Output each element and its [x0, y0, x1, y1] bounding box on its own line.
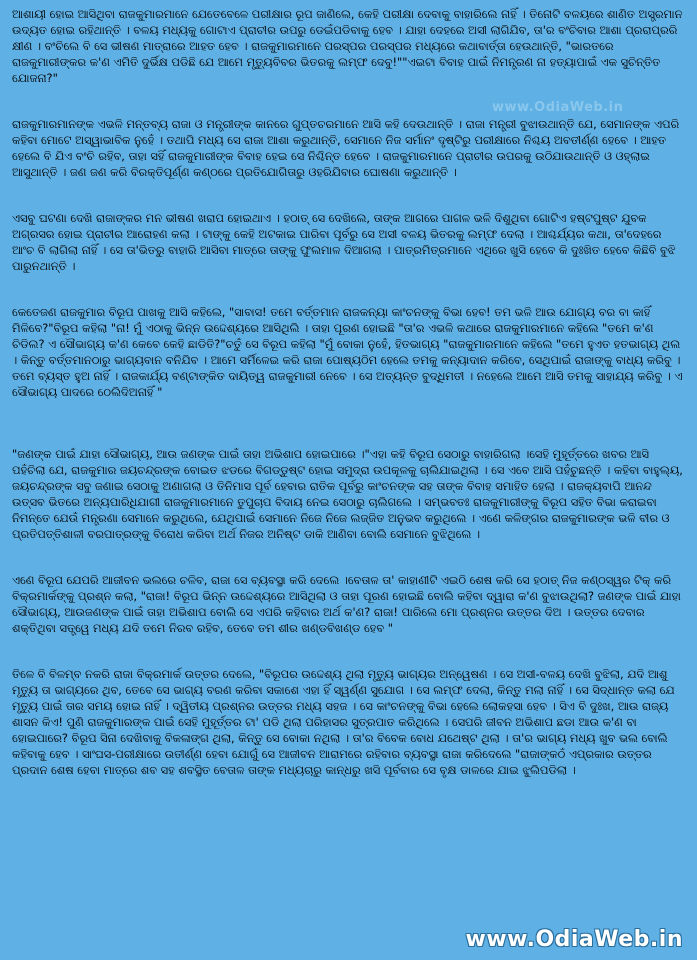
paragraph-gap	[12, 400, 685, 446]
paragraph-gap	[12, 180, 685, 210]
story-paragraph-5: "ଜଣଙ୍କ ପାଇଁ ଯାହା ସୌଭାଗ୍ୟ, ଆଉ ଜଣଙ୍କ ପାଇଁ ତାହା ଅଭିଶାପ ହୋଇପାରେ ।"ଏହା କହି ବିରୂପ ସେଠାରୁ ବାହାରିଗଲା ।ସେହି ମୁହୂର୍ତ୍ତରେ ଖବର ଆସି ପହଁଚିଲା ଯେ, ରାଜକୁମାର ଜୟଚନ୍ଦ୍ରଙ୍କ ବୋଇତ ଝଡରେ ବିଗଡ୍ଡୁଷ୍ଟ ହୋଇ ସମୁଦ୍ରା ଉପକୂଳକୁ ଚାଲିଯାଇଥିଲା । ସେ ଏବେ ଆସି ପହଁଚୁଛନ୍ତି । କହିବା ବାହୁଲ୍ୟ, ଜୟଚନ୍ଦ୍ରଙ୍କ ସବୁ ଜଣାଇ ସେଠାକୁ ଅଣାଗଲା ଓ ତିନିମାସ ପୂର୍ବ ହେବାର ରାତିକ ପୂର୍ବରୁ କାଂଚନଙ୍କ ସହ ତାଙ୍କ ବିବାହ ସମାହିତ ହେଲା । ରାଜକ୍ୟବାପି ଆନନ୍ଦ ଉତ୍ସବ ଭିତରେ ଅନ୍ୟପାରିଧିଯାଗୀ ରାଜକୁମାରମାନେ ତୁପୁଚାପ ବିଦାୟ ନେଇ ସେଠାରୁ ଚାଲିଗଲେ । ସମ୍ଭବତଃ ରାଜକୁମାରୀଙ୍କୁ ବିରୂପ ସହିତ ବିଭା କରାଇବା ନିମନ୍ତେ ଯେଉଁ ମନ୍ତ୍ରଣା ସେମାନେ କରୁଥିଲେ, ଯେଥିପାଇଁ ସେମାନେ ନିଜେ ନିଜେ ଲଜ୍ଜିତ ଅନୁଭବ କରୁଥିଲେ । ଏଣେ କଳିଙ୍ଗର ରାଜକୁମାରଙ୍କ ଭଳି ବୀର ଓ ପ୍ରତିପତ୍ତିଶାଳୀ ବରପାତ୍ରଙ୍କୁ ବିରୋଧ କରିବା ଅର୍ଥ ନିଜର ଅନିଷ୍ଟ ଡାକି ଆଣିବା ବୋଲି ସେମାନେ ବୁଝିଥିଲେ ।	[12, 447, 683, 541]
paragraph-gap	[12, 274, 685, 304]
story-paragraph-2: ରାଜକୁମାରମାନଙ୍କ ଏଭଳି ମନ୍ତବ୍ୟ ରାଜା ଓ ମନ୍ତ୍ରୀଙ୍କ କାନରେ ଗୁପ୍ତଚରମାନେ ଆସି କହି ଦେଉଥାନ୍ତି । ରାଜା ମନ୍ତ୍ରୀ ବୁଝାଉଥାନ୍ତି ଯେ, ସେମାନଙ୍କ ଏପରି କହିବା ମୋଟେ ଅସ୍ୱାଭାବିକ ନୁହେଁ । ତଥାପି ମଧ୍ୟ ସେ ରାଜା ଆଶା କରୁଥାନ୍ତି, ସେମାନେ ନିଜ ସର୍ମାନଂ ଦୃଷ୍ଟିରୁ ପରୀକ୍ଷାରେ ନିଶ୍ଚୟ ଅବତୀର୍ଣ୍ଣ ହେବେ । ଆହତ ହେଲେ ବି ଯିଏ ବଂଚି ରହିବ, ତାହା ସହିଁ ରାଜକୁମାରୀଙ୍କ ବିବାହ ହେଇ ସେ ନିଶ୍ଚିନ୍ତ ହେବେ । ରାଜକୁମାରମାନେ ପ୍ରାଚୀର ଉପରକୁ ଉଠିଯାଉଥାନ୍ତି ଓ ଓହ୍ଲାଇ ଆସୁଥାନ୍ତି । ଜଣ ଜଣ କରି ବିରକ୍ତିପୂର୍ଣ୍ଣ କଣ୍ଠରେ ପ୍ରତିଯୋଗିତାରୁ ଓହରିଯିବାର ଘୋଷଣା କରୁଥାନ୍ତି ।	[12, 117, 680, 179]
story-paragraph-4: କେତେଜଣ ରାଜକୁମାର ବିରୂପ ପାଖକୁ ଆସି କହିଲେ, "ସାବାସ! ତମେ ବର୍ତ୍ତମାନ ରାଜକନ୍ୟା କାଂଚନଙ୍କୁ ବିଭା ହେବ! ତମ ଭଳି ଆଉ ଯୋଗ୍ୟ ବର ବା କାହିଁ ମିଳିବେ?"ବିରୂପ କହିଲା "ନା! ମୁଁ ଏଠାକୁ ଭିନ୍ନ ଉଦ୍ଦେଶ୍ୟରେ ଆସିଥିଲି । ତାହା ପୂରଣ ହୋଇଛି "ତା'ର ଏଭଳି କଥାରେ ରାଜକୁମାରମାନେ କହିଲେ "ତମେ କ'ଣ ଚିଡିଲ? ଏ ସୌଭାଗ୍ୟ କ'ଣ କେବେ କେହି ଛାଡିତି?"ଚତୁଁ ସେ ବିରୂପ କହିଲା "ମୁଁ ବୋକା ନୁହେଁ, ହିତଭାଗ୍ୟ "ରାଜକୁମାରମାନେ କହିଲେ "ତମେ ହୁଏତ ହତଭାଗ୍ୟ ଥିଲ । କିନ୍ତୁ ବର୍ତ୍ତମାନଠାରୁ ଭାଗ୍ୟବାନ ବନିଯିବ । ଆମେ ସର୍ମିଳେଇ କରି ରାଜା ପୋଷ୍ୟଠିମ ହେଲେ ତମକୁ କନ୍ୟାଦାନ କରିବେ, ସେଥିପାଇଁ ରାଜାଙ୍କୁ ବାଧ୍ୟ କରିବୁ । ତମେ ବ୍ୟସ୍ତ ହୁଅ ନାହିଁ । ରାଜକାର୍ଯ୍ୟ ବଣ୍ଟାଙ୍କିତ ଦାୟିତ୍ୱ ରାଜକୁମାରୀ ନେବେ । ସେ ଅତ୍ୟନ୍ତ ବୁଦ୍ଧିମତୀ । ନହେଲେ ଆମେ ଆସି ତମକୁ ସାହାଯ୍ୟ କରିବୁ । ଏ ସୌଭାଗ୍ୟ ପାଦରେ ଠେଲିଦିଅନାହିଁ "	[12, 305, 683, 399]
paragraph-gap	[12, 542, 685, 572]
story-paragraph-3: ଏସବୁ ଘଟଣା ଦେଖି ରାଜାଙ୍କର ମନ ଭୀଷଣ ଖରାପ ହୋଇଥାଏ । ହଠାତ୍ ସେ ଦେଖିଲେ, ତାଙ୍କ ଆଗରେ ପାଗଳ ଭଳି ଦିଶୁଥିବା ଗୋଟିଏ ହଷ୍ଟପୁଷ୍ଟ ଯୁବକ ଅଗ୍ରସର ହୋଇ ପ୍ରାଚୀର ଆରୋହଣ କଲା । ଟାଙ୍କୁ କେହି ଅଟକାଇ ପାରିବା ପୂର୍ବରୁ ସେ ଅସୀ ବଳୟ ଭିତରକୁ ଲମ୍ଫ ଦେଲା । ଆଶ୍ଚର୍ଯ୍ୟର କଥା, ତା'ଦେହରେ ଆଂଚ ବି ଲାଗିଲା ନାହିଁ । ସେ ତା'ଭିତରୁ ବାହାରି ଆସିବା ମାତ୍ରେ ତାଙ୍କୁ ଫୁଲମାଳ ଦିଆଗଲା । ପାତ୍ରମିତ୍ରମାନେ ଏଥିରେ ଖୁସି ହେବେ କି ଦୁଃଖିତ ହେବେ କିଛିବି ବୁଝି ପାରୁନଥାନ୍ତି ।	[12, 211, 676, 273]
site-watermark-logo[interactable]: www.OdiaWeb.in	[465, 927, 683, 952]
paragraph-gap	[12, 636, 685, 666]
site-watermark-faint: www.OdiaWeb.in	[492, 100, 624, 115]
story-paragraph-6: ଏଣେ ବିରୂପ ଯେପରି ଆଜୀବନ ଭଲରେ ଚଳିବ, ରାଜା ସେ ବ୍ୟବସ୍ଥା କରି ଦେଲେ ।ବେତାଳ ତା' କାହାଣୀଟି ଏଇଠି ଶେଷ କରି ସେ ହଠାତ୍ ନିଜ କଣ୍ଠସ୍ୱର ଟିକ୍ କରି ବିକ୍ରମାର୍କଙ୍କୁ ପ୍ରଶ୍ନ କଲା, "ରାଜା! ବିରୂପ ଭିନ୍ନ ଉଦ୍ଦେଶ୍ୟରେ ଆସିଥିଲା ଓ ତାହା ପୂରଣ ହୋଇଛି ବୋଲି କହିବା ଦ୍ୱାରା କ'ଣ ବୁଝାଉଥିଲା? ଜଣଙ୍କ ପାଇଁ ଯାହା ସୌଭାଗ୍ୟ, ଆଉଜଣଙ୍କ ପାଇଁ ତାହା ଅଭିଶାପ ବୋଲି ସେ ଏପରି କହିବାର ଅର୍ଥ କ'ଣ? ରାଜା! ପାରିଲେ ମୋ ପ୍ରଶ୍ନର ଉତ୍ତର ଦିଅ । ଉତ୍ତର ଦେବାର ଶକ୍ତିଥିବା ସତ୍ତ୍ୱେ ମଧ୍ୟ ଯଦି ତମେ ନିରବ ରହିବ, ତେବେ ତମ ଶୀର ଖଣ୍ଡବିଖଣ୍ଡ ହେବ "	[12, 573, 681, 635]
story-paragraph-1: ଆଶାୟୀ ହୋଇ ଆସିଥିବା ରାଜକୁମାରମାନେ ଯେତେବେଳେ ପରୀକ୍ଷାର ରୂପ ଜାଣିଲେ, କେହି ପରୀକ୍ଷା ଦେବାକୁ ବାହାରିଲେ ନାହିଁ । ତିନୋଟି ବଳୟରେ ଶାଣିତ ଅସ୍ତ୍ରମାନ ଉଦ୍ୟତ ହୋଇ ରହିଥାନ୍ତି । ବଳୟ ମଧ୍ୟକୁ ଗୋଟାଏ ପ୍ରାଚୀର ଉପରୁ ଡେଇଁପଡିବାକୁ ହେବ । ଯାହା ଦେହରେ ଅସୀ ଲାଗିଯିବ, ତା'ର ବଂଚିବାର ଆଶା ପ୍ରରାପ୍ରରି କ୍ଷୀଣ । ବଂଚିଲେ ବି ସେ ଭୀଷଣ ମାତ୍ରାରେ ଆହତ ହେବ । ରାଜକୁମାରମାନେ ପରସ୍ପର ପରସ୍ପର ମଧ୍ୟରେ କଥାବାର୍ତ୍ତା ହେଉଥାନ୍ତି, "ଭାରତରେ ରାଜକୁମାରୀଙ୍କର କ'ଣ ଏମିତି ଦୁର୍ଭିକ୍ଷ ପଡିଛି ଯେ ଆମେ ମୃତ୍ୟୁବିବର ଭିତରକୁ ଲମ୍ଫ ଦେବୁ!""ଏଇଟା ବିବାହ ପାଇଁ ନିମନ୍ତ୍ରଣ ନା ହତ୍ୟାପାଇଁ ଏକ ସୁଚିନ୍ତିତ ଯୋଜନା?"	[12, 7, 683, 85]
story-paragraph-7: ତିଳେ ବି ବିଳମ୍ବ ନକରି ରାଜା ବିକ୍ରମାର୍କ ଉତ୍ତର ଦେଲେ, "ବିରୂପର ଉଦ୍ଦେଶ୍ୟ ଥିଲା ମୃତ୍ୟୁ ଭାଗ୍ୟର ଅନ୍ୱେଷଣ । ସେ ଅସୀ-ବଳୟ ଦେଖି ବୁଝିଲା, ଯଦି ଆଶୁ ମୃତ୍ୟୁ ତା ଭାଗ୍ୟରେ ଥିବ, ତେବେ ସେ ଭାଗ୍ୟ ବରଣ କରିବା ସକାଶେ ଏହା ହିଁ ସ୍ୱର୍ଣ୍ଣ ସୁଯୋଗ । ସେ ଲମ୍ଫ ଦେଲା, କିନ୍ତୁ ମଲା ନାହିଁ । ସେ ସିଦ୍ଧାନ୍ତ କଲା ଯେ ମୃତ୍ୟୁ ପାଇଁ ତାର ସମୟ ହୋଇ ନାହିଁ । ଦ୍ୱିତୀୟ ପ୍ରଶ୍ନର ଉତ୍ତର ମଧ୍ୟ ସହଜ । ସେ କାଂଚନଙ୍କୁ ବିଭା ହେଲେ ଲୋକହସା ହେବ । ସିଏ ବି ଦୁଃଖ, ଆଉ ରାଜ୍ୟ ଶାସନ କିଏ! ପୁଣି ରାଜକୁମାରଙ୍କ ପାଇଁ ସେହି ମୁହୂର୍ତ୍ତର ଟା' ପଡି ଥିଲା ପରିହାସର ସୁତ୍ରପାତ କରିଥିଲେ । ସେପରି ଜୀବନ ଅଭିଶାପ ଛଡା ଆଉ କ'ଣ ବା ହୋଇପାରେ? ବିରୂପ ସିନା ଦେଖିବାକୁ ବିକଳାଙ୍ଗ ଥିଲା, କିନ୍ତୁ ସେ ବୋକା ନଥିଲା । ତା'ର ବିବେକ ବୋଧ ଯଥେଷ୍ଟ ଥିଲା । ତା'ର ଭାଗ୍ୟ ମଧ୍ୟ ଖୁବ ଭଲ ବୋଲି କହିବାକୁ ହେବ । ସାଂଘସ-ପରୀକ୍ଷାରେ ଉତୀର୍ଣ୍ଣ ହେବା ଯୋଗୁଁ ସେ ଆଜୀବନ ଆରାମରେ ରହିବାର ବ୍ୟବସ୍ଥା ରାଜା କରିଦେଲେ "ରାଜାଙ୍କଠଁ ଏପ୍ରକାର ଉତ୍ତର ପ୍ରଦାନ ଶେଷ ହେବା ମାତ୍ରେ ଶବ ସହ ଶବସ୍ଥିତ ବେତାଳ ତାଙ୍କ ମଧ୍ୟଚାରୁ କାନ୍ଧରୁ ଖସି ପୂର୍ବବାର ସେ ବୃକ୍ଷ ଡାଳରେ ଯାଇ ଝୁଲିପଡିଲା ।	[12, 667, 675, 777]
